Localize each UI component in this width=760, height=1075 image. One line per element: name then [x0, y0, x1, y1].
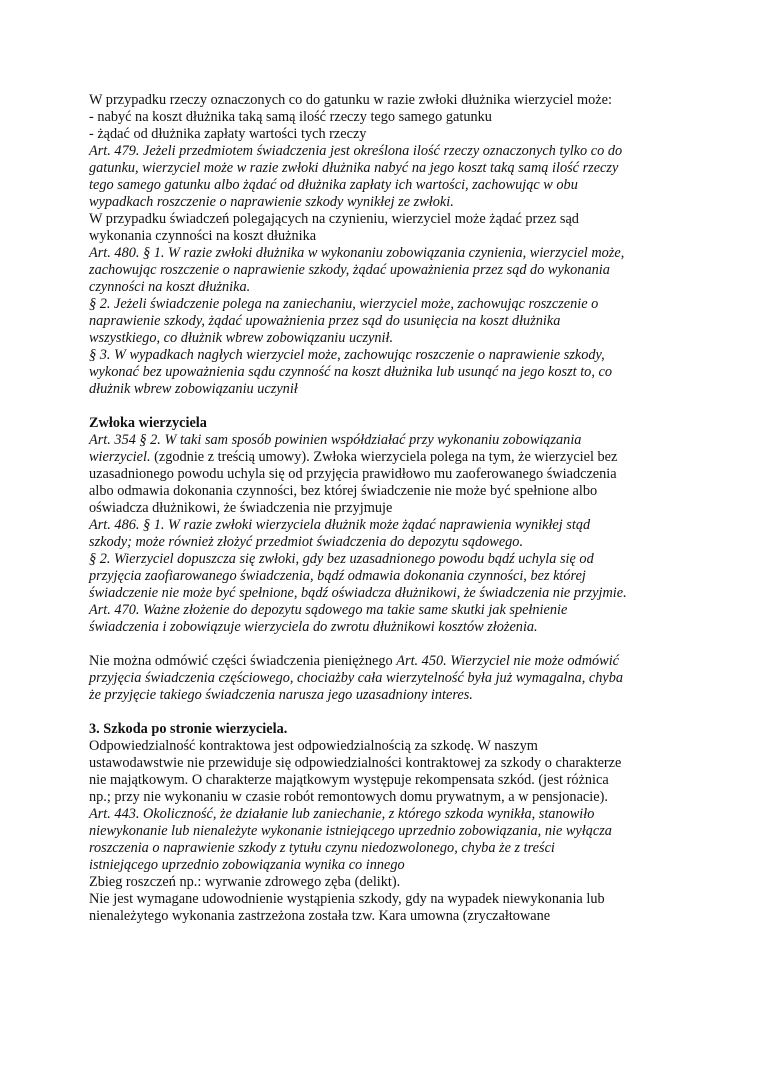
text-line — [89, 92, 689, 109]
text-line — [89, 245, 689, 262]
text-line — [89, 653, 689, 670]
text-segment: ustawodawstwie nie przewiduje się odpowiedzialności kontraktowej za szkody o charakterze — [89, 755, 622, 771]
statute-quote: przyjęcia świadczenia częściowego, chociażby cała wierzytelność była już wymagalna, chyba — [89, 670, 624, 686]
text-line — [89, 109, 689, 126]
text-line — [89, 619, 689, 636]
text-line — [89, 806, 689, 823]
statute-quote: wierzyciel. — [89, 449, 151, 465]
text-line — [89, 534, 689, 551]
statute-quote: Art. 443. Okoliczność, że działanie lub zaniechanie, z którego szkoda wynikła, stanowiło — [89, 806, 595, 822]
statute-quote: roszczenia o naprawienie szkody z tytułu czynu niedozwolonego, chyba że z treści — [89, 840, 555, 856]
text-line — [89, 228, 689, 245]
statute-quote: niewykonanie lub nienależyte wykonanie istniejącego uprzednio zobowiązania, nie wyłącza — [89, 823, 612, 839]
text-line — [89, 755, 689, 772]
text-segment: albo odmawia dokonania czynności, bez której świadczenie nie może być spełnione albo — [89, 483, 598, 499]
text-line — [89, 143, 689, 160]
text-segment: Zbieg roszczeń np.: wyrwanie zdrowego zęba (delikt). — [89, 874, 401, 890]
text-line — [89, 347, 689, 364]
statute-quote: świadczenia i zobowiązuje wierzyciela do zwrotu dłużnikowi kosztów złożenia. — [89, 619, 538, 635]
text-segment: Odpowiedzialność kontraktowa jest odpowiedzialnością za szkodę. W naszym — [89, 738, 538, 754]
text-line — [89, 840, 689, 857]
text-line — [89, 194, 689, 211]
text-segment: oświadcza dłużnikowi, że świadczenia nie przyjmuje — [89, 500, 393, 516]
statute-quote: czynności na koszt dłużnika. — [89, 279, 251, 295]
section-heading: Zwłoka wierzyciela — [89, 415, 207, 431]
statute-quote: Art. 486. § 1. W razie zwłoki wierzyciela dłużnik może żądać naprawienia wynikłej stąd — [89, 517, 591, 533]
text-line — [89, 466, 689, 483]
text-line — [89, 908, 689, 925]
statute-quote: szkody; może również złożyć przedmiot świadczenia do depozytu sądowego. — [89, 534, 524, 550]
text-segment: nienależytego wykonania zastrzeżona została tzw. Kara umowna (zryczałtowane — [89, 908, 551, 924]
text-segment: (zgodnie z treścią umowy). Zwłoka wierzyciela polega na tym, że wierzyciel bez — [150, 449, 618, 465]
text-line — [89, 126, 689, 143]
text-line — [89, 313, 689, 330]
text-line — [89, 211, 689, 228]
text-line — [89, 687, 689, 704]
text-line — [89, 177, 689, 194]
text-segment: - nabyć na koszt dłużnika taką samą ilość rzeczy tego samego gatunku — [89, 109, 492, 125]
text-segment: Nie jest wymagane udowodnienie wystąpienia szkody, gdy na wypadek niewykonania lub — [89, 891, 605, 907]
text-line — [89, 364, 689, 381]
text-line — [89, 585, 689, 602]
text-line — [89, 789, 689, 806]
text-line — [89, 296, 689, 313]
text-line — [89, 568, 689, 585]
text-line — [89, 721, 689, 738]
text-segment: uzasadnionego powodu uchyla się od przyjęcia prawidłowo mu zaoferowanego świadczenia — [89, 466, 617, 482]
statute-quote: naprawienie szkody, żądać upoważnienia przez sąd do usunięcia na koszt dłużnika — [89, 313, 561, 329]
paragraph-gap — [89, 398, 689, 415]
text-line — [89, 330, 689, 347]
paragraph-gap — [89, 704, 689, 721]
text-line — [89, 483, 689, 500]
statute-quote: istniejącego uprzednio zobowiązania wynika co innego — [89, 857, 405, 873]
statute-quote: § 2. Jeżeli świadczenie polega na zaniechaniu, wierzyciel może, zachowując roszczenie o — [89, 296, 599, 312]
text-line — [89, 160, 689, 177]
text-line — [89, 551, 689, 568]
text-line — [89, 415, 689, 432]
text-line — [89, 517, 689, 534]
section-heading: 3. Szkoda po stronie wierzyciela. — [89, 721, 288, 737]
text-segment: wykonania czynności na koszt dłużnika — [89, 228, 317, 244]
statute-quote: Art. 354 § 2. W taki sam sposób powinien współdziałać przy wykonaniu zobowiązania — [89, 432, 582, 448]
statute-quote: Art. 480. § 1. W razie zwłoki dłużnika w wykonaniu zobowiązania czynienia, wierzyciel może, — [89, 245, 625, 261]
text-line — [89, 670, 689, 687]
statute-quote: wykonać bez upoważnienia sądu czynność na koszt dłużnika lub usunąć na jego koszt to, co — [89, 364, 612, 380]
text-line — [89, 602, 689, 619]
text-line — [89, 262, 689, 279]
statute-quote: Art. 470. Ważne złożenie do depozytu sądowego ma takie same skutki jak spełnienie — [89, 602, 568, 618]
text-segment: W przypadku świadczeń polegających na czynieniu, wierzyciel może żądać przez sąd — [89, 211, 579, 227]
text-line — [89, 891, 689, 908]
statute-quote: § 2. Wierzyciel dopuszcza się zwłoki, gdy bez uzasadnionego powodu bądź uchyla się od — [89, 551, 594, 567]
text-line — [89, 279, 689, 296]
text-line — [89, 874, 689, 891]
text-line — [89, 738, 689, 755]
text-line — [89, 823, 689, 840]
text-line — [89, 857, 689, 874]
paragraph-gap — [89, 636, 689, 653]
text-segment: W przypadku rzeczy oznaczonych co do gatunku w razie zwłoki dłużnika wierzyciel może: — [89, 92, 612, 108]
text-segment: - żądać od dłużnika zapłaty wartości tych rzeczy — [89, 126, 367, 142]
document-body — [89, 92, 689, 925]
statute-quote: § 3. W wypadkach nagłych wierzyciel może, zachowując roszczenie o naprawienie szkody, — [89, 347, 605, 363]
text-line — [89, 449, 689, 466]
text-segment: np.; przy nie wykonaniu w czasie robót remontowych domu prywatnym, a w pensjonacie). — [89, 789, 608, 805]
statute-quote: Art. 450. Wierzyciel nie może odmówić — [396, 653, 620, 669]
text-segment: nie majątkowym. O charakterze majątkowym występuje rekompensata szkód. (jest różnica — [89, 772, 609, 788]
text-line — [89, 772, 689, 789]
statute-quote: tego samego gatunku albo żądać od dłużnika zapłaty ich wartości, zachowując w obu — [89, 177, 578, 193]
statute-quote: wszystkiego, co dłużnik wbrew zobowiązaniu uczynił. — [89, 330, 394, 346]
statute-quote: świadczenie nie może być spełnione, bądź oświadcza dłużnikowi, że świadczenia nie przyjmie. — [89, 585, 627, 601]
statute-quote: gatunku, wierzyciel może w razie zwłoki dłużnika nabyć na jego koszt taką samą ilość rzeczy — [89, 160, 619, 176]
statute-quote: wypadkach roszczenie o naprawienie szkody wynikłej ze zwłoki. — [89, 194, 454, 210]
statute-quote: że przyjęcie takiego świadczenia narusza jego uzasadniony interes. — [89, 687, 473, 703]
text-line — [89, 432, 689, 449]
statute-quote: Art. 479. Jeżeli przedmiotem świadczenia jest określona ilość rzeczy oznaczonych tylko co do — [89, 143, 623, 159]
statute-quote: zachowując roszczenie o naprawienie szkody, żądać upoważnienia przez sąd do wykonania — [89, 262, 610, 278]
text-line — [89, 500, 689, 517]
text-segment: Nie można odmówić części świadczenia pieniężnego — [89, 653, 397, 669]
statute-quote: dłużnik wbrew zobowiązaniu uczynił — [89, 381, 298, 397]
statute-quote: przyjęcia zaofiarowanego świadczenia, bądź odmawia dokonania czynności, bez której — [89, 568, 586, 584]
text-line — [89, 381, 689, 398]
